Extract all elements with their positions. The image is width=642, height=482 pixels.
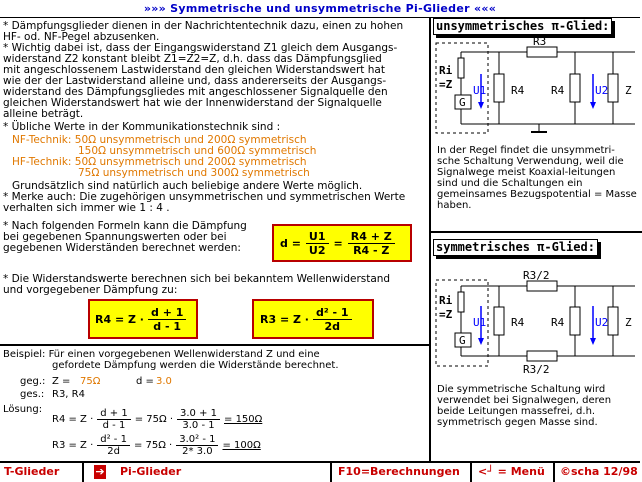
- given-z-value[interactable]: 75Ω: [80, 376, 101, 387]
- t-glieder-link[interactable]: T-Glieder: [4, 465, 60, 478]
- text-line: * Nach folgenden Formeln kann die Dämpfung: [3, 220, 247, 232]
- solution-label: Lösung:: [3, 404, 43, 415]
- pi-glieder-link[interactable]: Pi-Glieder: [120, 465, 182, 478]
- r3-top-label: R3/2: [523, 269, 550, 282]
- r3-label: R3: [533, 35, 547, 48]
- divider: [553, 463, 555, 482]
- text-line: mit angeschlossenem Lastwiderstand den gleichen Widerstandswert hat: [3, 64, 385, 76]
- r4-mid: = 75Ω ·: [134, 414, 173, 425]
- load-label: Z: [625, 84, 632, 97]
- r3-top-resistor: [527, 281, 557, 291]
- divider: [82, 463, 84, 482]
- given-d-value[interactable]: 3.0: [156, 376, 172, 387]
- equals-sign: =: [333, 236, 343, 250]
- value-line: 150Ω unsymmetrisch und 600Ω symmetrisch: [78, 145, 317, 157]
- sym-title: symmetrisches π-Glied:: [433, 239, 598, 256]
- text-line: alleine beträgt.: [3, 108, 84, 120]
- ri-resistor: [458, 292, 464, 312]
- text-line: gegebenen Widerständen berechnet werden:: [3, 242, 241, 254]
- numerator: U1: [306, 230, 329, 244]
- numerator: d + 1: [97, 408, 130, 420]
- fraction: [97, 434, 130, 457]
- formula-lhs: R4 = Z ·: [95, 312, 144, 326]
- r4-result: = 150Ω: [224, 414, 263, 425]
- r4-right-label: R4: [551, 316, 565, 329]
- sym-circuit-diagram: [435, 269, 639, 376]
- text-line: und vorgegebener Dämpfung zu:: [3, 284, 178, 296]
- divider: [330, 463, 332, 482]
- divider: [470, 463, 472, 482]
- u1-label: U1: [473, 84, 487, 97]
- denominator: 2d: [107, 446, 120, 457]
- text-line: Grundsätzlich sind natürlich auch beliebige andere Werte möglich.: [12, 180, 363, 192]
- denominator: R4 - Z: [353, 243, 390, 257]
- sought-label: ges.:: [20, 389, 45, 400]
- r4-right-resistor: [570, 307, 580, 335]
- solution-r3: [52, 434, 261, 457]
- r3-mid: = 75Ω ·: [133, 440, 173, 451]
- status-bar: [0, 461, 640, 482]
- sym-description: Die symmetrische Schaltung wird verwendet bei Signalwegen, deren beide Leitungen massefrei, d.h. symmetrisch gegen Masse sind.: [437, 384, 612, 428]
- value-line: NF-Technik: 50Ω unsymmetrisch und 200Ω symmetrisch: [12, 134, 307, 146]
- ri-label: Ri: [439, 64, 453, 77]
- fraction: [313, 306, 352, 333]
- f10-calculations-link[interactable]: F10=Berechnungen: [338, 465, 460, 478]
- unsym-circuit-diagram: [435, 35, 639, 138]
- sought-value: R3, R4: [52, 389, 85, 400]
- denominator: d - 1: [153, 319, 182, 333]
- given-label: geg.:: [20, 376, 46, 387]
- r3-lhs: R3 = Z ·: [52, 440, 94, 451]
- current-page-arrow-icon: ➔: [95, 465, 105, 478]
- text-line: bei gegebenen Spannungswerten oder bei: [3, 231, 227, 243]
- unsym-title: unsymmetrisches π-Glied:: [433, 18, 612, 35]
- r4-left-label: R4: [511, 84, 525, 97]
- generator-label: G: [459, 334, 466, 347]
- given-d-label: d =: [136, 376, 154, 387]
- r4-left-resistor: [494, 307, 504, 335]
- r3-resistor: [527, 47, 557, 57]
- example-intro: Beispiel: Für einen vorgegebenen Wellenwiderstand Z und eine: [3, 349, 320, 360]
- example-panel: [0, 346, 428, 461]
- fraction: [97, 408, 130, 431]
- solution-r4: [52, 408, 262, 431]
- load-resistor: [608, 74, 618, 102]
- value-line: 75Ω unsymmetrisch und 300Ω symmetrisch: [78, 167, 310, 179]
- fraction: [177, 408, 220, 431]
- ri-resistor: [458, 58, 464, 78]
- text-line: * Dämpfungsglieder dienen in der Nachrichtentechnik dazu, einen zu hohen: [3, 20, 404, 32]
- numerator: d + 1: [148, 306, 186, 320]
- u1-label: U1: [473, 316, 487, 329]
- numerator: 3.0² - 1: [176, 434, 218, 446]
- r4-lhs: R4 = Z ·: [52, 414, 94, 425]
- formula-lhs: d =: [280, 236, 301, 250]
- u2-label: U2: [595, 84, 609, 97]
- divider: [431, 231, 642, 233]
- text-line: verhalten sich immer wie 1 : 4 .: [3, 202, 170, 214]
- r4-left-label: R4: [511, 316, 525, 329]
- fraction: [348, 230, 395, 257]
- denominator: d - 1: [102, 420, 126, 431]
- numerator: d² - 1: [97, 434, 130, 446]
- denominator: 3.0 - 1: [182, 420, 215, 431]
- u2-label: U2: [595, 316, 609, 329]
- r3-result: = 100Ω: [222, 440, 261, 451]
- text-line: HF- od. NF-Pegel abzusenken.: [3, 31, 160, 43]
- load-resistor: [608, 307, 618, 335]
- unsym-description: In der Regel findet die unsymmetri-sche Schaltung Verwendung, weil die Signalwege meist Koaxial-leitungen sind und die Schaltungen ein gemeinsames Bezugspotential = Masse haben.: [437, 145, 637, 211]
- copyright: ©scha 12/98: [560, 465, 638, 478]
- generator-label: G: [459, 96, 466, 109]
- text-line: widerstand Z2 konstant bleibt Z1=Z2=Z, d.h. dass das Dämpfungsglied: [3, 53, 382, 65]
- example-intro: gefordete Dämpfung werden die Widerstände berechnet.: [52, 360, 339, 371]
- denominator: 2d: [324, 319, 341, 333]
- fraction: [306, 230, 329, 257]
- r4-left-resistor: [494, 74, 504, 102]
- denominator: U2: [308, 243, 326, 257]
- numerator: 3.0 + 1: [177, 408, 220, 420]
- ri-label: Ri: [439, 294, 453, 307]
- r4-right-label: R4: [551, 84, 565, 97]
- text-line: wie der der Lastwiderstand alleine und, dass andererseits der Ausgangs-: [3, 75, 387, 87]
- text-line: * Übliche Werte in der Kommunikationstechnik sind :: [3, 121, 281, 133]
- value-line: HF-Technik: 50Ω unsymmetrisch und 200Ω symmetrisch: [12, 156, 307, 168]
- formula-damping: [272, 224, 412, 262]
- load-label: Z: [625, 316, 632, 329]
- formula-lhs: R3 = Z ·: [260, 312, 309, 326]
- given-z-label: Z =: [52, 376, 71, 387]
- formula-r3: [252, 299, 374, 339]
- text-line: * Merke auch: Die zugehörigen unsymmetrischen und symmetrischen Werte: [3, 191, 406, 203]
- text-line: * Wichtig dabei ist, dass der Eingangswiderstand Z1 gleich dem Ausgangs-: [3, 42, 398, 54]
- numerator: d² - 1: [313, 306, 352, 320]
- z-eq-label: =Z: [439, 308, 453, 321]
- formula-r4: [88, 299, 198, 339]
- page-title: »»» Symmetrische und unsymmetrische Pi-Glieder «««: [0, 0, 640, 18]
- fraction: [176, 434, 218, 457]
- denominator: 2* 3.0: [182, 446, 213, 457]
- numerator: R4 + Z: [348, 230, 395, 244]
- info-panel: [0, 18, 428, 344]
- fraction: [148, 306, 186, 333]
- menu-link[interactable]: <┘ = Menü: [478, 465, 545, 478]
- r3-bottom-resistor: [527, 351, 557, 361]
- z-eq-label: =Z: [439, 78, 453, 91]
- text-line: * Die Widerstandswerte berechnen sich bei bekanntem Wellenwiderstand: [3, 273, 391, 285]
- text-line: gleichen Widerstandswert hat wie der Innenwiderstand der Signalquelle: [3, 97, 382, 109]
- circuit-panel: [429, 18, 642, 461]
- r4-right-resistor: [570, 74, 580, 102]
- text-line: widerstand des Dämpfungsgliedes mit angeschlossener Signalquelle den: [3, 86, 388, 98]
- r3-bottom-label: R3/2: [523, 363, 550, 376]
